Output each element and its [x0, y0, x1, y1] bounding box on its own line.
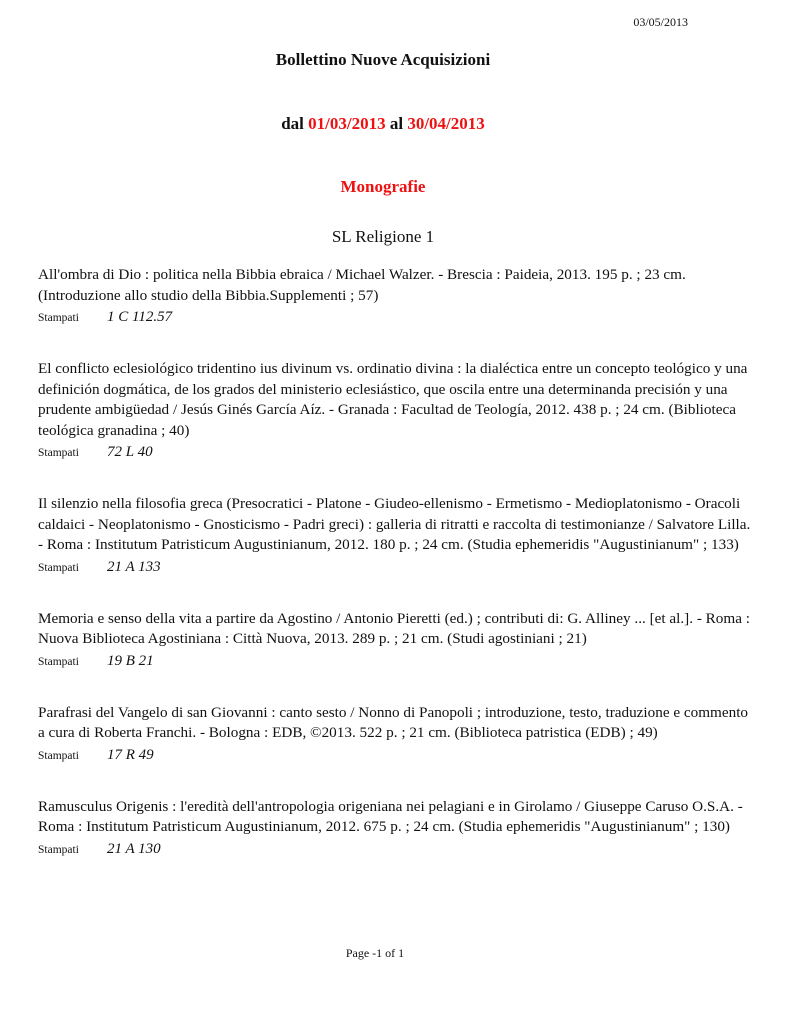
- report-date: 03/05/2013: [633, 15, 688, 29]
- entry-citation: All'ombra di Dio : politica nella Bibbia ebraica / Michael Walzer. - Brescia : Paideia, 2013. 195 p. ; 23 cm. (Introduzione allo studio della Bibbia.Supplementi ; 57): [38, 266, 686, 304]
- entry-citation: Ramusculus Origenis : l'eredità dell'antropologia origeniana nei pelagiani e in Girolamo / Giuseppe Caruso O.S.A. - Roma : Institutum Patristicum Augustinianum, 2012. 675 p. ; 24 cm. (Studia ephemeridis "Augustinianum" ; 130): [38, 797, 743, 835]
- entry-shelfmark: 21 A 130: [107, 840, 161, 857]
- list-item: [38, 359, 756, 462]
- page-number: Page -1 of 1: [345, 946, 405, 960]
- entry-shelfmark: 19 B 21: [107, 652, 154, 669]
- date-range: [0, 114, 766, 134]
- list-item: [38, 703, 756, 765]
- entry-holding: [38, 840, 756, 859]
- entry-holding: [38, 443, 756, 462]
- entry-collection: Stampati: [38, 655, 79, 668]
- from-date: 01/03/2013: [308, 114, 386, 133]
- list-item: [38, 265, 756, 327]
- entry-shelfmark: 21 A 133: [107, 558, 161, 575]
- entry-shelfmark: 72 L 40: [107, 444, 153, 460]
- subject-heading: SL Religione 1: [331, 227, 435, 246]
- section-title: Monografie: [340, 177, 426, 196]
- list-item: [38, 609, 756, 671]
- entry-holding: [38, 308, 756, 327]
- from-label: dal: [281, 114, 304, 133]
- bulletin-title: Bollettino Nuove Acquisizioni: [275, 50, 491, 69]
- entry-collection: Stampati: [38, 843, 79, 856]
- to-label: al: [389, 114, 404, 133]
- entry-citation: Parafrasi del Vangelo di san Giovanni : canto sesto / Nonno di Panopoli ; introduzione, testo, traduzione e commento a cura di Roberta Franchi. - Bologna : EDB, ©2013. 522 p. ; 21 cm. (Biblioteca patristica (EDB) ; 49): [38, 703, 749, 741]
- entry-citation: El conflicto eclesiológico tridentino ius divinum vs. ordinatio divina : la dialéctica entre un concepto teológico y una definición dogmática, de los grados del ministerio eclesiástico, que oscila entre una determinanda precisión y una prudente ambigüedad / Jesús Ginés García Aíz. - Granada : Facultad de Teología, 2012. 438 p. ; 24 cm. (Biblioteca teológica granadina ; 40): [38, 360, 748, 439]
- entry-collection: Stampati: [38, 561, 79, 574]
- entry-citation: Il silenzio nella filosofia greca (Presocratici - Platone - Giudeo-ellenismo - Ermetismo - Medioplatonismo - Oracoli caldaici - Neoplatonismo - Gnosticismo - Padri greci) : galleria di ritratti e raccolta di testimonianze / Salvatore Lilla. - Roma : Institutum Patristicum Augustinianum, 2012. 180 p. ; 24 cm. (Studia ephemeridis "Augustinianum" ; 133): [38, 495, 751, 553]
- entry-citation: Memoria e senso della vita a partire da Agostino / Antonio Pieretti (ed.) ; contributi di: G. Alliney ... [et al.]. - Roma : Nuova Biblioteca Agostiniana : Città Nuova, 2013. 289 p. ; 21 cm. (Studi agostiniani ; 21): [38, 609, 750, 647]
- entry-holding: [38, 746, 756, 765]
- entry-shelfmark: 1 C 112.57: [107, 309, 173, 325]
- list-item: [38, 797, 756, 859]
- entry-collection: Stampati: [38, 447, 79, 459]
- entry-collection: Stampati: [38, 749, 79, 762]
- entry-shelfmark: 17 R 49: [107, 746, 154, 763]
- entry-holding: [38, 652, 756, 671]
- to-date: 30/04/2013: [407, 114, 485, 133]
- list-item: [38, 494, 756, 577]
- acquisitions-list: [38, 265, 756, 891]
- entry-collection: Stampati: [38, 312, 79, 324]
- entry-holding: [38, 558, 756, 577]
